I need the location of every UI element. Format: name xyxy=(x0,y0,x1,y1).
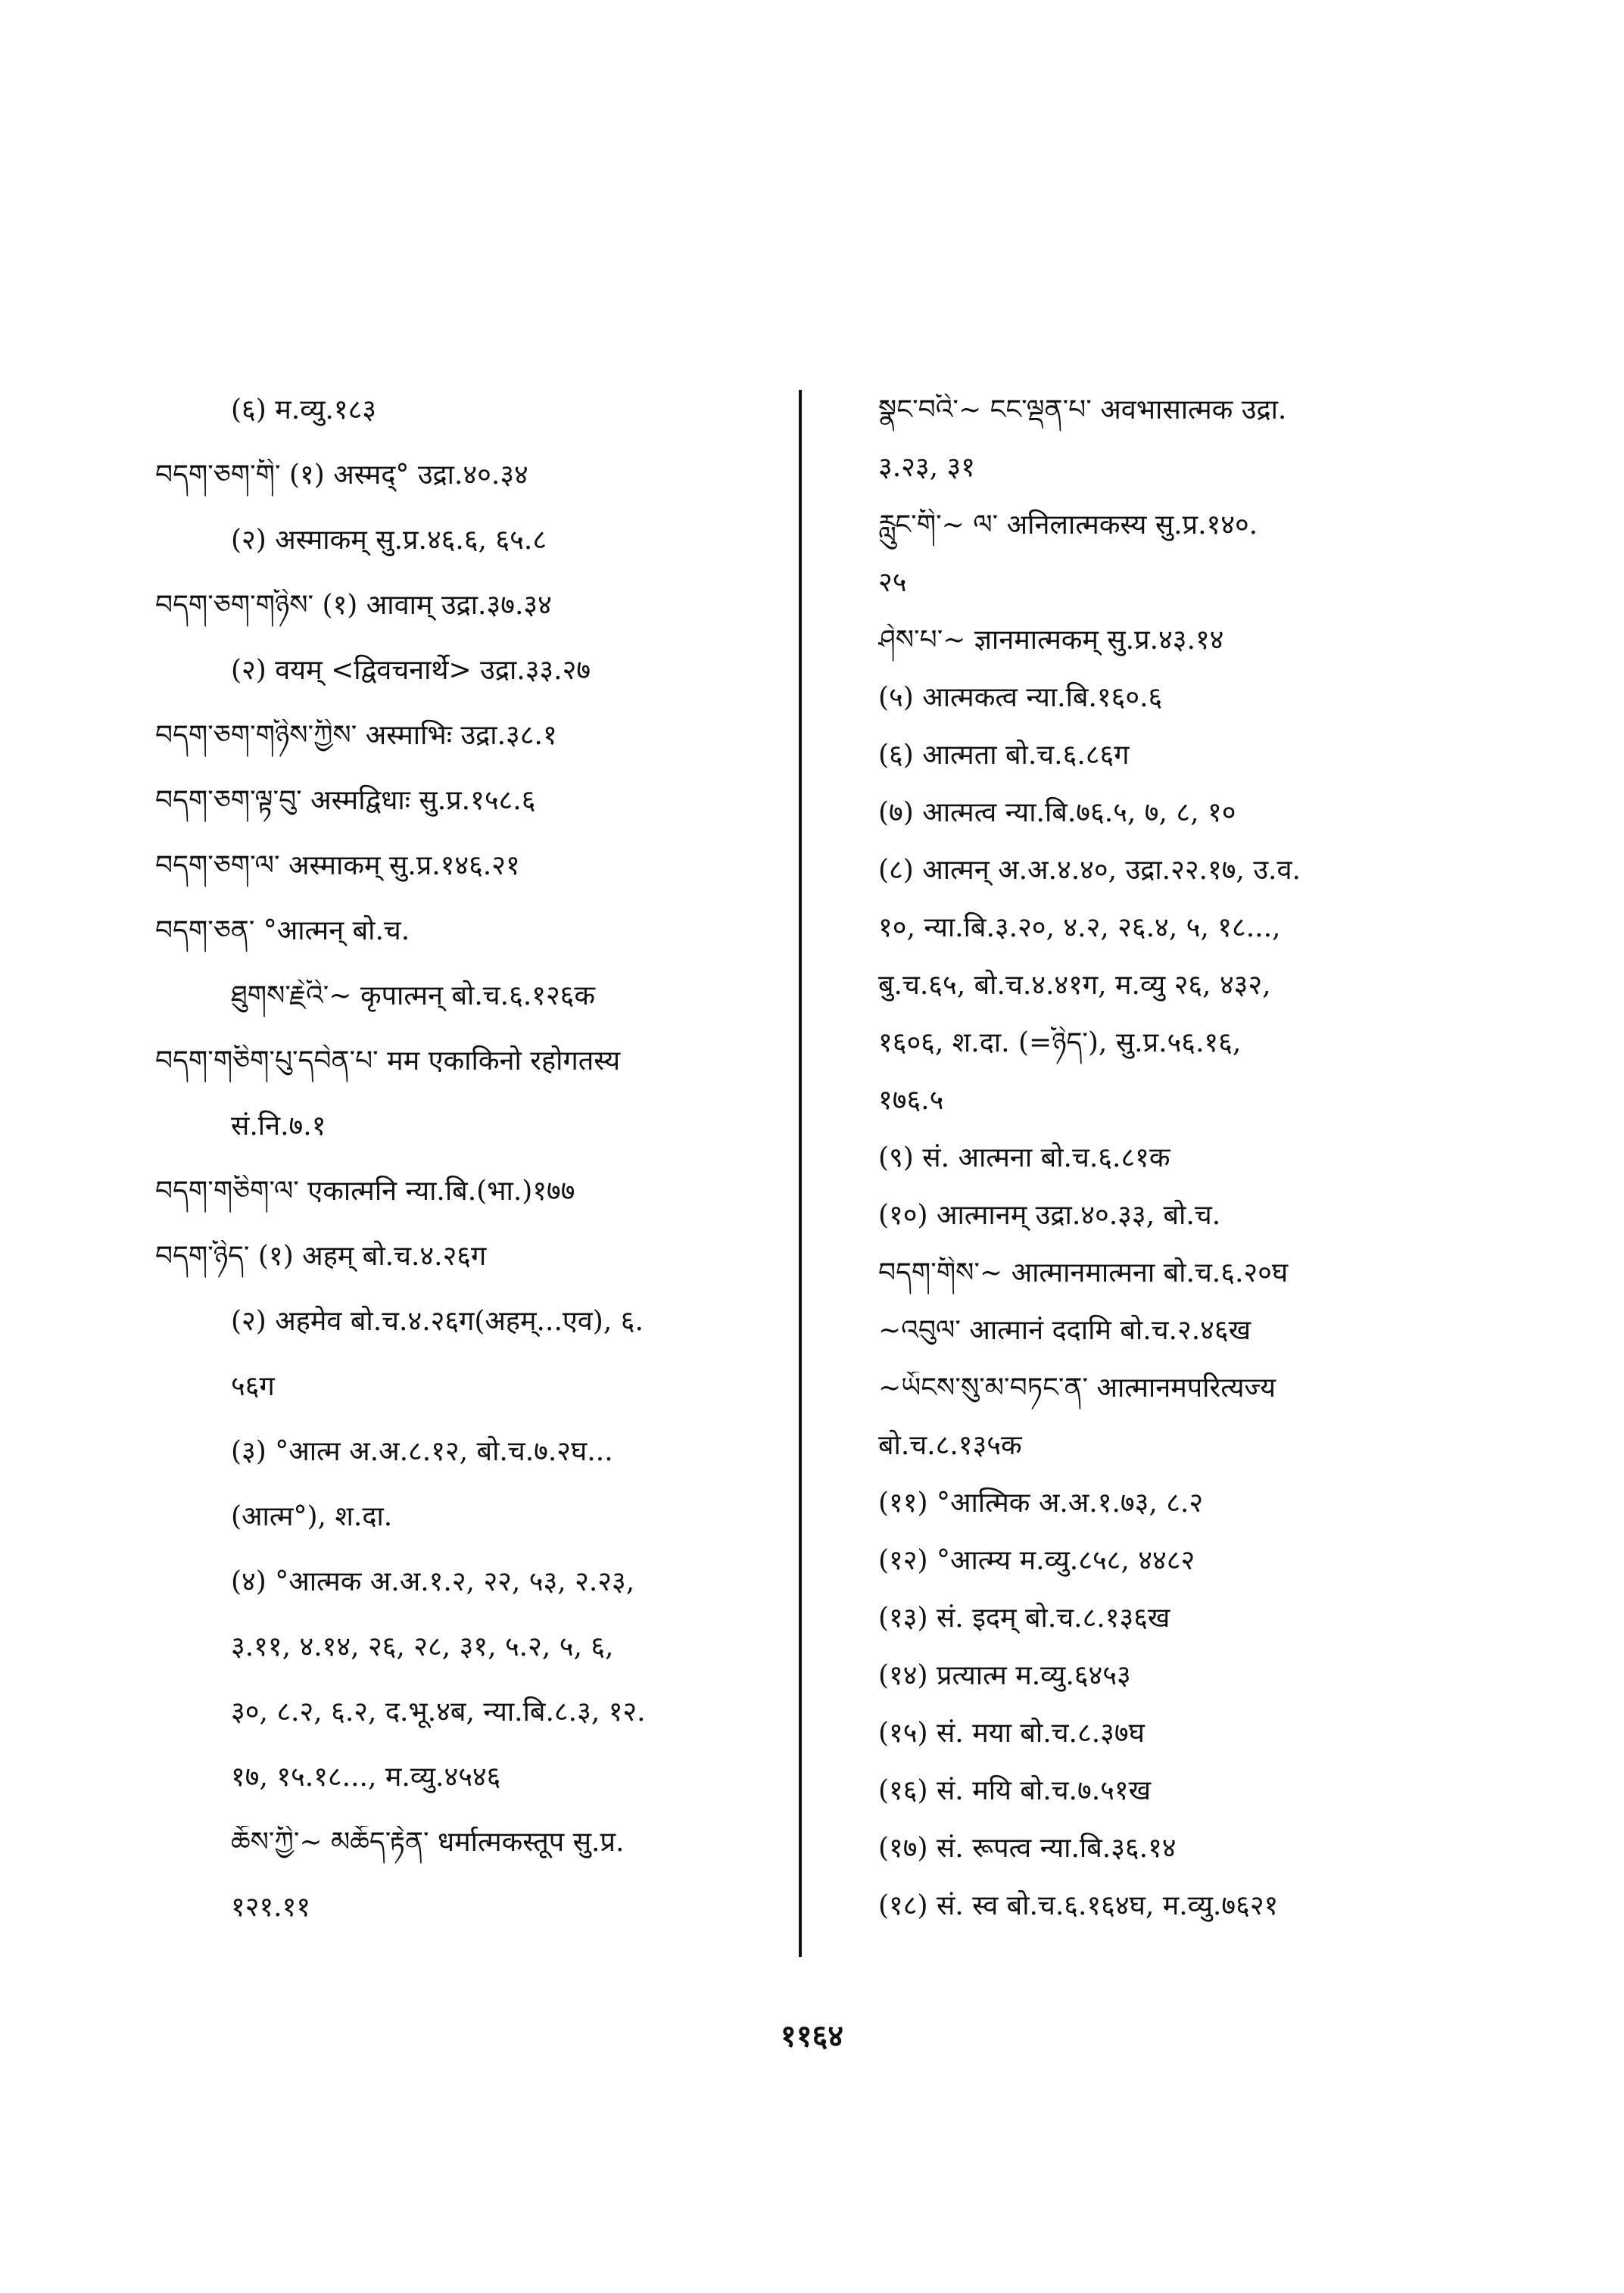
dictionary-entry-line: ཤེས་པ་~ ज्ञानमात्मकम् सु.प्र.४३.१४ xyxy=(878,625,1224,656)
dictionary-entry-line: བདག་ཅག་ལྟ་བུ་ अस्मद्विधाः सु.प्र.१५८.६ xyxy=(155,785,536,816)
left-column xyxy=(155,394,784,1983)
dictionary-entry-line: १७६.५ xyxy=(878,1085,944,1116)
dictionary-entry-line: (१४) प्रत्यात्म म.व्यु.६४५३ xyxy=(878,1660,1131,1691)
dictionary-entry-line: १७, १५.१८..., म.व्यु.४५४६ xyxy=(231,1762,501,1793)
dictionary-entry-line: (२) वयम् <द्विवचनार्थे> उद्रा.३३.२७ xyxy=(231,655,591,686)
dictionary-entry-line: བདག་ཅན་ °आत्मन् बो.च. xyxy=(155,915,410,946)
dictionary-entry-line: (१६) सं. मयि बो.च.७.५१ख xyxy=(878,1775,1152,1806)
dictionary-entry-line: (४) °आत्मक अ.अ.१.२, २२, ५३, २.२३, xyxy=(231,1566,635,1597)
dictionary-entry-line: बु.च.६५, बो.च.४.४१ग, म.व्यु २६, ४३२, xyxy=(878,970,1271,1001)
dictionary-entry-line: (१२) °आत्म्य म.व्यु.८५८, ४४८२ xyxy=(878,1545,1195,1576)
dictionary-entry-line: ཐུགས་རྗེའི་~ कृपात्मन् बो.च.६.१२६क xyxy=(231,980,596,1011)
dictionary-entry-line: བདག་ཅག་གཉིས་ (१) आवाम् उद्रा.३७.३४ xyxy=(155,590,552,621)
dictionary-entry-line: (आत्म°), श.दा. xyxy=(231,1501,393,1532)
right-column xyxy=(878,394,1575,1983)
dictionary-entry-line: བདག་ཅག་གཉིས་ཀྱིས་ अस्माभिः उद्रा.३८.१ xyxy=(155,720,557,751)
dictionary-entry-line: བདག་གཅིག་པུ་དབེན་པ་ मम एकाकिनो रहोगतस्य xyxy=(155,1045,621,1076)
dictionary-entry-line: བདག་ཉིད་ (१) अहम् बो.च.४.२६ग xyxy=(155,1241,487,1272)
dictionary-entry-line: བདག་ཅག་ལ་ अस्माकम् सु.प्र.१४६.२१ xyxy=(155,850,520,881)
dictionary-entry-line: སྣང་བའི་~ ངང་ལྡན་པ་ अवभासात्मक उद्रा. xyxy=(878,394,1287,425)
dictionary-entry-line: (१८) सं. स्व बो.च.६.१६४घ, म.व्यु.७६२१ xyxy=(878,1890,1279,1921)
dictionary-entry-line: ཆོས་ཀྱི་~ མཆོད་རྟེན་ धर्मात्मकस्तूप सु.प्र. xyxy=(231,1827,625,1858)
dictionary-entry-line: बो.च.८.१३५क xyxy=(878,1430,1022,1461)
dictionary-entry-line: (५) आत्मकत्व न्या.बि.१६०.६ xyxy=(878,682,1163,713)
dictionary-entry-line: (१७) सं. रूपत्व न्या.बि.३६.१४ xyxy=(878,1833,1177,1864)
dictionary-entry-line: (१०) आत्मानम् उद्रा.४०.३३, बो.च. xyxy=(878,1200,1221,1231)
dictionary-entry-line: (७) आत्मत्व न्या.बि.७६.५, ७, ८, १० xyxy=(878,797,1236,828)
dictionary-entry-line: (८) आत्मन् अ.अ.४.४०, उद्रा.२२.१७, उ.व. xyxy=(878,855,1301,886)
dictionary-entry-line: ३.११, ४.१४, २६, २८, ३१, ५.२, ५, ६, xyxy=(231,1631,614,1662)
dictionary-entry-line: १६०६, श.दा. (=ཉིད་), सु.प्र.५६.१६, xyxy=(878,1027,1242,1058)
dictionary-entry-line: २५ xyxy=(878,567,907,598)
dictionary-entry-line: ५६ग xyxy=(231,1371,275,1402)
dictionary-entry-line: བདག་གིས་~ आत्मानमात्मना बो.च.६.२०घ xyxy=(878,1257,1289,1288)
dictionary-entry-line: १०, न्या.बि.३.२०, ४.२, २६.४, ५, १८..., xyxy=(878,912,1281,943)
dictionary-entry-line: ३.२३, ३१ xyxy=(878,452,975,483)
dictionary-entry-line: ~འབུལ་ आत्मानं ददामि बो.च.२.४६ख xyxy=(878,1315,1252,1346)
column-divider xyxy=(799,390,802,1957)
page-number: ११६४ xyxy=(780,2018,844,2054)
dictionary-entry-line: (२) अहमेव बो.च.४.२६ग(अहम्...एव), ६. xyxy=(231,1306,644,1337)
dictionary-entry-line: ३०, ८.२, ६.२, द.भू.४ब, न्या.बि.८.३, १२. xyxy=(231,1696,646,1728)
dictionary-entry-line: (१३) सं. इदम् बो.च.८.१३६ख xyxy=(878,1603,1170,1634)
dictionary-entry-line: (१५) सं. मया बो.च.८.३७घ xyxy=(878,1718,1145,1749)
dictionary-entry-line: (६) आत्मता बो.च.६.८६ग xyxy=(878,740,1130,771)
dictionary-entry-line: ~ཡོངས་སུ་མ་བཏང་ན་ आत्मानमपरित्यज्य xyxy=(878,1372,1276,1404)
dictionary-entry-line: (६) म.व्यु.१८३ xyxy=(231,394,377,425)
dictionary-entry-line: (९) सं. आत्मना बो.च.६.८१क xyxy=(878,1142,1170,1173)
dictionary-entry-line: བདག་ཅག་གི་ (१) अस्मद्° उद्रा.४०.३४ xyxy=(155,460,528,491)
dictionary-entry-line: १२१.११ xyxy=(231,1892,311,1923)
dictionary-entry-line: བདག་གཅིག་ལ་ एकात्मनि न्या.बि.(भा.)१७७ xyxy=(155,1176,575,1207)
dictionary-entry-line: རླུང་གི་~ ལ་ अनिलात्मकस्य सु.प्र.१४०. xyxy=(878,509,1258,541)
dictionary-entry-line: (३) °आत्म अ.अ.८.१२, बो.च.७.२घ... xyxy=(231,1436,613,1467)
dictionary-entry-line: (११) °आत्मिक अ.अ.१.७३, ८.२ xyxy=(878,1488,1204,1519)
dictionary-entry-line: (२) अस्माकम् सु.प्र.४६.६, ६५.८ xyxy=(231,525,547,556)
dictionary-entry-line: सं.नि.७.१ xyxy=(231,1111,326,1142)
